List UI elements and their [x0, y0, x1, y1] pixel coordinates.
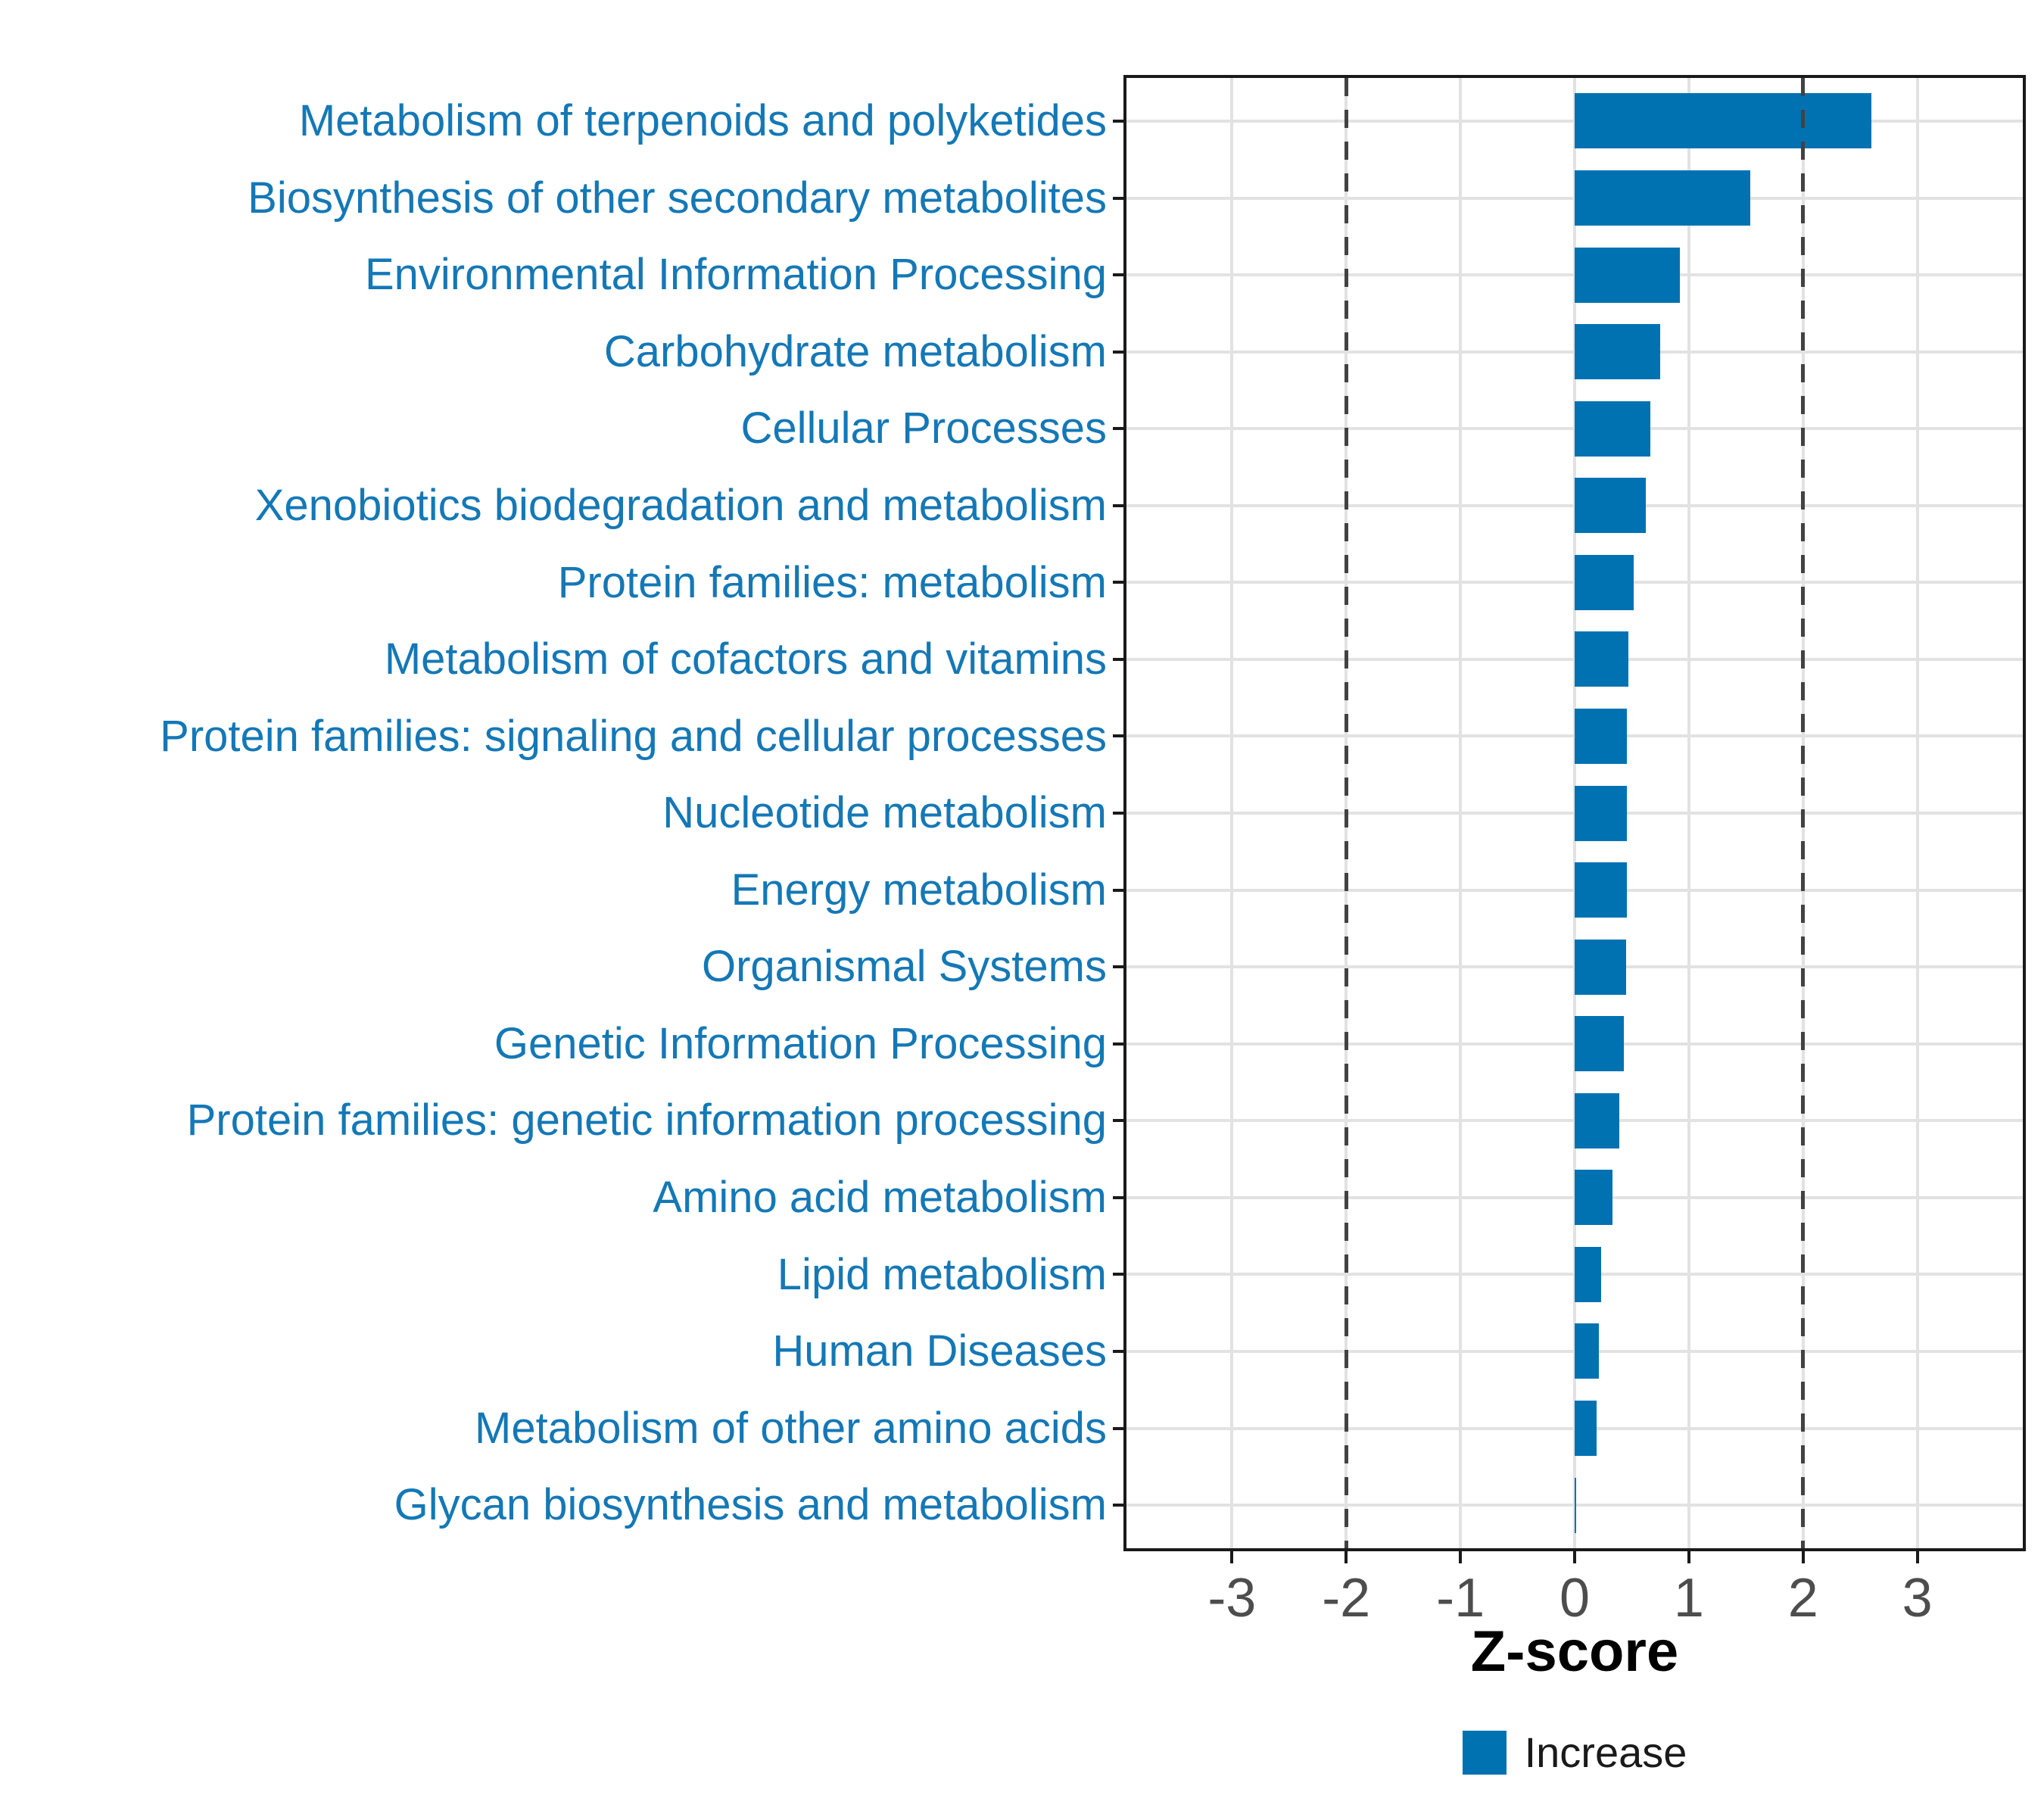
category-label: Environmental Information Processing — [364, 250, 1107, 300]
y-tick — [1113, 351, 1123, 354]
plot-panel — [1123, 75, 2026, 1551]
dashed-reference-line — [1344, 78, 1348, 1548]
x-tick — [1916, 1551, 1919, 1563]
reference-line-layer — [1123, 75, 2026, 1551]
legend-label-increase: Increase — [1524, 1728, 1687, 1776]
x-tick-label: -1 — [1436, 1568, 1485, 1628]
y-tick — [1113, 427, 1123, 430]
x-tick-label: 2 — [1787, 1568, 1818, 1628]
y-tick — [1113, 658, 1123, 661]
y-tick — [1113, 197, 1123, 200]
category-label: Protein families: metabolism — [557, 557, 1107, 607]
x-tick-label: 0 — [1559, 1568, 1591, 1628]
category-label: Metabolism of terpenoids and polyketides — [298, 96, 1107, 146]
category-label: Cellular Processes — [740, 404, 1107, 453]
x-tick-label: -2 — [1322, 1568, 1371, 1628]
category-label: Human Diseases — [772, 1326, 1107, 1376]
y-tick — [1113, 1350, 1123, 1353]
category-label: Amino acid metabolism — [653, 1173, 1107, 1223]
legend-swatch-increase — [1463, 1731, 1507, 1775]
category-label: Lipid metabolism — [777, 1249, 1107, 1299]
x-tick — [1230, 1551, 1233, 1563]
category-label: Organismal Systems — [701, 942, 1107, 992]
y-tick — [1113, 504, 1123, 507]
x-tick — [1573, 1551, 1576, 1563]
x-axis-title: Z-score — [1470, 1619, 1679, 1684]
x-tick-label: -3 — [1207, 1568, 1257, 1628]
y-tick — [1113, 1504, 1123, 1507]
x-tick — [1459, 1551, 1462, 1563]
x-tick — [1687, 1551, 1690, 1563]
y-tick — [1113, 734, 1123, 737]
category-label: Nucleotide metabolism — [662, 788, 1107, 838]
y-tick — [1113, 889, 1123, 892]
y-tick — [1113, 120, 1123, 123]
category-label: Xenobiotics biodegradation and metabolism — [254, 480, 1107, 530]
category-label: Protein families: genetic information processing — [186, 1095, 1107, 1145]
x-tick-label: 3 — [1902, 1568, 1933, 1628]
y-tick — [1113, 1196, 1123, 1199]
y-tick — [1113, 273, 1123, 276]
y-tick — [1113, 812, 1123, 815]
category-label: Metabolism of other amino acids — [475, 1403, 1107, 1453]
y-tick — [1113, 1427, 1123, 1430]
y-tick — [1113, 581, 1123, 584]
y-tick — [1113, 1273, 1123, 1276]
category-label: Genetic Information Processing — [494, 1018, 1107, 1068]
x-tick — [1802, 1551, 1805, 1563]
y-tick — [1113, 1119, 1123, 1122]
category-label: Carbohydrate metabolism — [603, 326, 1107, 376]
dashed-reference-line — [1801, 78, 1805, 1548]
category-label: Protein families: signaling and cellular processes — [160, 711, 1107, 761]
y-tick — [1113, 965, 1123, 968]
y-tick — [1113, 1043, 1123, 1046]
category-label: Metabolism of cofactors and vitamins — [384, 634, 1107, 684]
x-tick-label: 1 — [1673, 1568, 1704, 1628]
category-label: Energy metabolism — [731, 865, 1107, 915]
category-label: Biosynthesis of other secondary metabolites — [248, 173, 1107, 223]
x-tick — [1344, 1551, 1348, 1563]
category-label: Glycan biosynthesis and metabolism — [394, 1480, 1107, 1530]
legend — [1123, 1728, 2026, 1777]
